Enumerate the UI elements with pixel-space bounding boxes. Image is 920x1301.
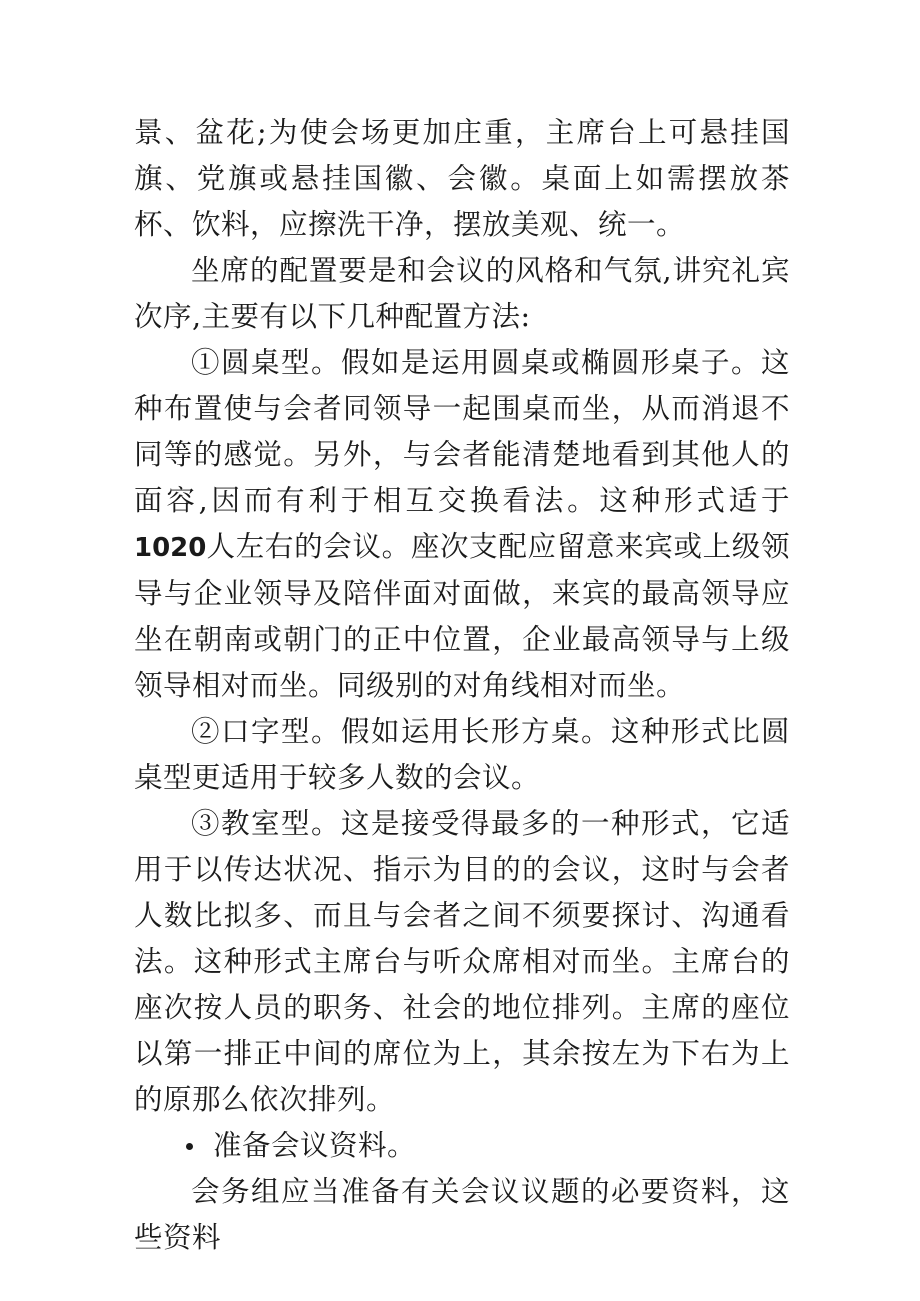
- paragraph-seating-intro: 坐席的配置要是和会议的风格和气氛,讲究礼宾次序,主要有以下几种配置方法:: [134, 254, 790, 333]
- paragraph-venue-decoration: 景、盆花;为使会场更加庄重，主席台上可悬挂国旗、党旗或悬挂国徽、会徽。桌面上如需摆放茶杯、饮料，应擦洗干净，摆放美观、统一。: [134, 116, 790, 241]
- round-table-number: 1020: [134, 533, 207, 563]
- round-table-text-b: 人左右的会议。座次支配应留意来宾或上级领导与企业领导及陪伴面对面做，来宾的最高领导应坐在朝南或朝门的正中位置，企业最高领导与上级领导相对而坐。同级别的对角线相对而坐。: [134, 530, 790, 702]
- bullet-text: 准备会议资料。: [213, 1129, 417, 1162]
- document-page: [134, 110, 790, 1261]
- paragraph-materials: 会务组应当准备有关会议议题的必要资料，这些资料: [134, 1175, 790, 1254]
- paragraph-classroom: ③教室型。这是接受得最多的一种形式，它适用于以传达状况、指示为目的的会议，这时与会者人数比拟多、而且与会者之间不须要探讨、沟通看法。这种形式主席台与听众席相对而坐。主席台的座次按人员的职务、社会的地位排列。主席的座位以第一排正中间的席位为上，其余按左为下右为上的原那么依次排列。: [134, 807, 790, 1116]
- bullet-dot-icon: [186, 1143, 193, 1150]
- round-table-text-a: ①圆桌型。假如是运用圆桌或椭圆形桌子。这种布置使与会者同领导一起围桌而坐，从而消退不同等的感觉。另外，与会者能清楚地看到其他人的面容,因而有利于相互交换看法。这种形式适于: [134, 346, 790, 517]
- paragraph-u-shape: ②口字型。假如运用长形方桌。这种形式比圆桌型更适用于较多人数的会议。: [134, 715, 790, 794]
- paragraph-round-table: [134, 340, 790, 709]
- bullet-item-prepare-materials: [186, 1123, 790, 1169]
